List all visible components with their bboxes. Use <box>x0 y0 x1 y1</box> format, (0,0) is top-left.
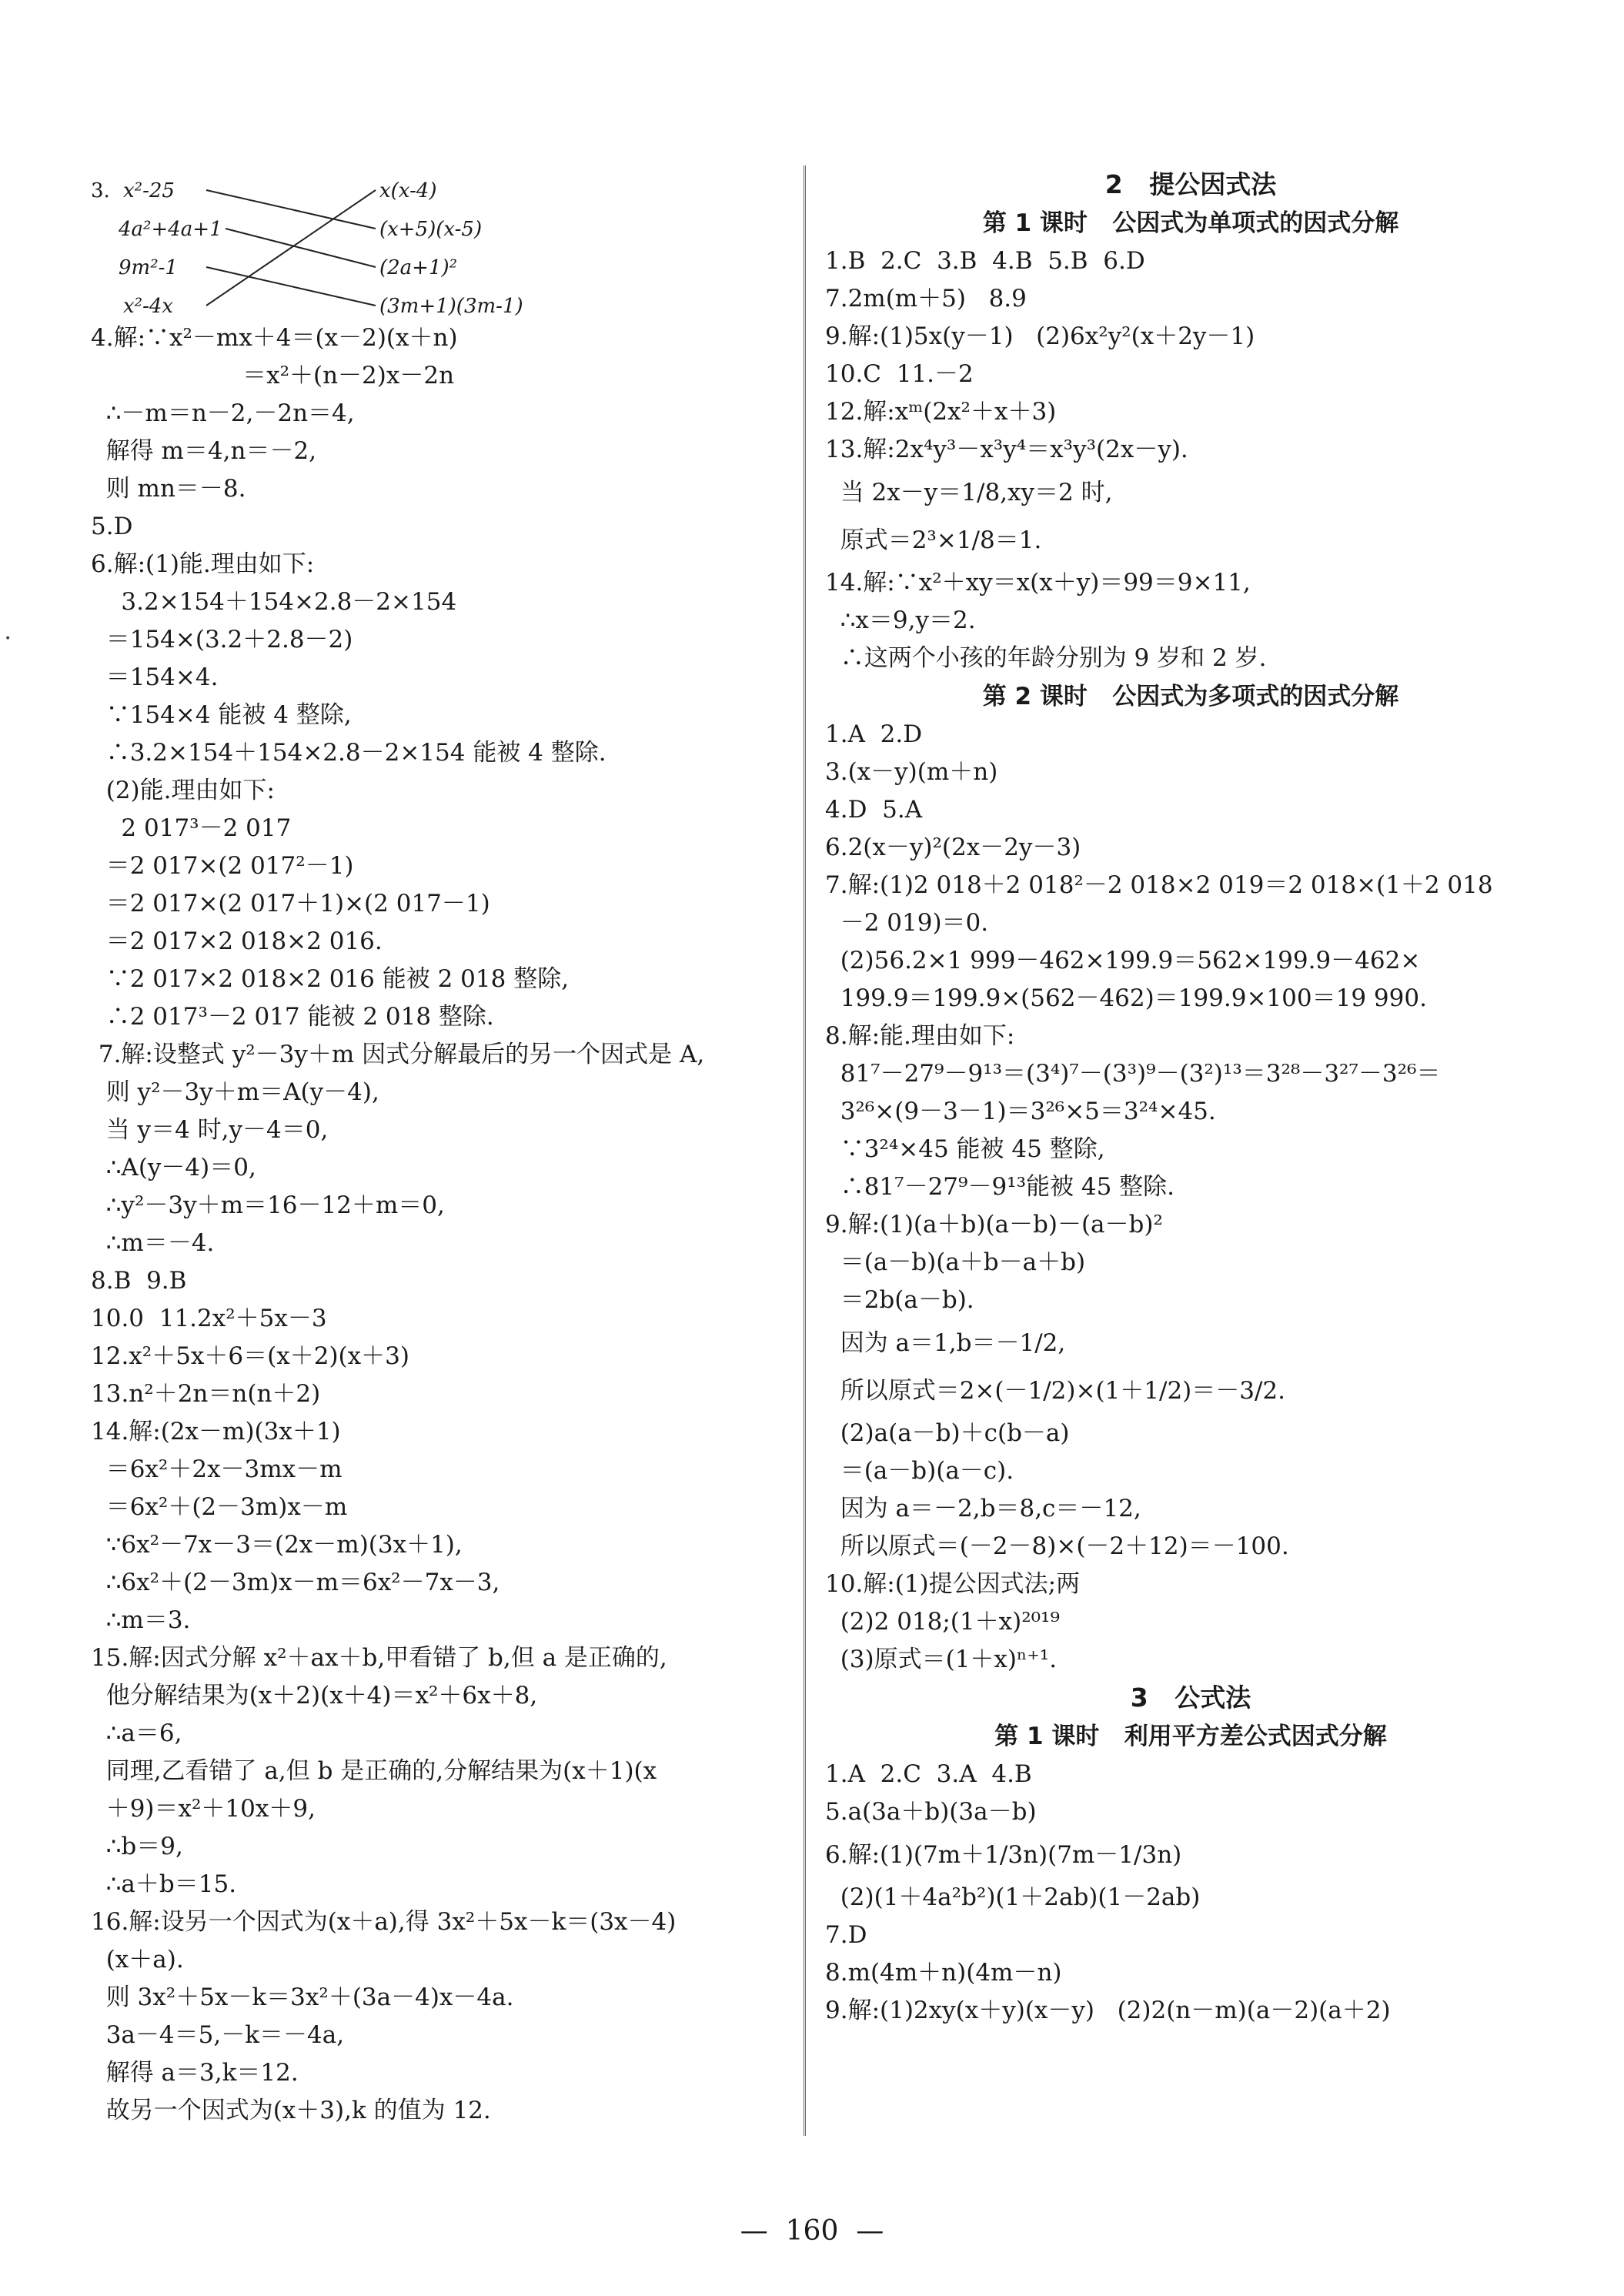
lesson-2-1-answers <box>825 242 1556 677</box>
answer-line: 他分解结果为(x＋2)(x＋4)＝x²＋6x＋8, <box>91 1682 538 1709</box>
q3-left-item: x²-25 <box>123 179 175 202</box>
answer-line: ∵6x²－7x－3＝(2x－m)(3x＋1), <box>91 1531 463 1559</box>
answer-line: 9.解:(1)5x(y－1) (2)6x²y²(x＋2y－1) <box>825 323 1255 350</box>
answer-line: 12.x²＋5x＋6＝(x＋2)(x＋3) <box>91 1342 409 1370</box>
answer-line: 16.解:设另一个因式为(x＋a),得 3x²＋5x－k＝(3x－4) <box>91 1908 677 1936</box>
q3-matching-exercise <box>91 165 568 319</box>
answer-line: 7.解:设整式 y²－3y＋m 因式分解最后的另一个因式是 A, <box>91 1041 705 1068</box>
answer-line: ∴m＝－4. <box>91 1229 215 1257</box>
answer-line: 13.n²＋2n＝n(n＋2) <box>91 1380 321 1408</box>
answer-line: 所以原式＝2×(－1/2)×(1＋1/2)＝－3/2. <box>825 1377 1286 1405</box>
lesson-title: 第 2 课时 公因式为多项式的因式分解 <box>982 683 1399 710</box>
lesson-2-2-answers <box>825 716 1556 1679</box>
answer-line: 1.A 2.D <box>825 720 923 748</box>
lesson-title: 第 1 课时 公因式为单项式的因式分解 <box>982 209 1399 237</box>
answer-line: (2)56.2×1 999－462×199.9＝562×199.9－462× <box>825 947 1421 974</box>
answer-line: ∴a＋b＝15. <box>91 1870 237 1898</box>
answer-line: 故另一个因式为(x＋3),k 的值为 12. <box>91 2097 491 2124</box>
q3-right-item: (2a+1)² <box>379 256 458 279</box>
answer-line: 14.解:∵x²＋xy＝x(x＋y)＝99＝9×11, <box>825 569 1251 597</box>
answer-line: 8.B 9.B <box>91 1267 187 1295</box>
answer-line: ∴6x²＋(2－3m)x－m＝6x²－7x－3, <box>91 1569 500 1596</box>
answer-line: 因为 a＝1,b＝－1/2, <box>825 1329 1066 1357</box>
answer-line: ＝2 017×(2 017²－1) <box>91 852 354 880</box>
answer-line: 原式＝2³×1/8＝1. <box>825 526 1042 554</box>
q3-matching-lines <box>91 165 568 319</box>
q3-right-item: (3m+1)(3m-1) <box>379 295 523 318</box>
answer-line: ＝2 017×2 018×2 016. <box>91 927 383 955</box>
answer-line: ∴这两个小孩的年龄分别为 9 岁和 2 岁. <box>825 644 1267 672</box>
q3-label: 3. <box>91 179 110 202</box>
answer-line: 当 2x－y＝1/8,xy＝2 时, <box>825 479 1113 506</box>
q3-left-item: 4a²+4a+1 <box>119 218 222 241</box>
answer-line: 解得 a＝3,k＝12. <box>91 2059 299 2087</box>
answer-line: 199.9＝199.9×(562－462)＝199.9×100＝19 990. <box>825 984 1427 1012</box>
answer-line: 同理,乙看错了 a,但 b 是正确的,分解结果为(x＋1)(x <box>91 1757 657 1785</box>
answer-line: 3.2×154＋154×2.8－2×154 <box>91 588 457 616</box>
answer-line: ＝2 017×(2 017＋1)×(2 017－1) <box>91 890 490 917</box>
section-title: 3 公式法 <box>1130 1683 1251 1713</box>
answer-line: ＝2b(a－b). <box>825 1286 974 1314</box>
answer-line: ∵154×4 能被 4 整除, <box>91 701 352 729</box>
answer-line: ＋9)＝x²＋10x＋9, <box>91 1795 316 1823</box>
answer-line: ＝154×4. <box>91 663 219 691</box>
answer-line: －2 019)＝0. <box>825 909 989 937</box>
q3-left-item: 9m²-1 <box>119 256 178 279</box>
answer-line: ∴A(y－4)＝0, <box>91 1154 256 1181</box>
answer-line: 则 3x²＋5x－k＝3x²＋(3a－4)x－4a. <box>91 1984 514 2011</box>
answer-line: 10.0 11.2x²＋5x－3 <box>91 1305 327 1332</box>
answer-line: 6.解:(1)能.理由如下: <box>91 550 315 578</box>
answer-line: (2)能.理由如下: <box>91 777 275 804</box>
answer-line: 8.解:能.理由如下: <box>825 1022 1015 1050</box>
answer-line: ∵2 017×2 018×2 016 能被 2 018 整除, <box>91 965 570 993</box>
answer-line: 则 mn＝－8. <box>91 475 246 503</box>
answer-line: 则 y²－3y＋m＝A(y－4), <box>91 1078 379 1106</box>
answer-line: 当 y＝4 时,y－4＝0, <box>91 1116 329 1144</box>
column-divider <box>804 165 806 2136</box>
answer-line: 13.解:2x⁴y³－x³y⁴＝x³y³(2x－y). <box>825 436 1188 463</box>
answer-line: ＝(a－b)(a－c). <box>825 1457 1014 1485</box>
answer-line: ＝(a－b)(a＋b－a＋b) <box>825 1248 1086 1276</box>
answer-line: 12.解:xᵐ(2x²＋x＋3) <box>825 398 1057 426</box>
answer-line: 7.2m(m＋5) 8.9 <box>825 285 1027 312</box>
answer-line: 3.(x－y)(m＋n) <box>825 758 998 786</box>
answer-line: 7.D <box>825 1921 867 1949</box>
answer-line: 4.D 5.A <box>825 796 923 824</box>
answer-line: 14.解:(2x－m)(3x＋1) <box>91 1418 341 1445</box>
page-number: — 160 — <box>740 2215 884 2247</box>
answer-line: ∴x＝9,y＝2. <box>825 607 976 634</box>
answer-line: 1.B 2.C 3.B 4.B 5.B 6.D <box>825 247 1145 275</box>
answer-line: 2 017³－2 017 <box>91 814 292 842</box>
answer-line: 9.解:(1)2xy(x＋y)(x－y) (2)2(n－m)(a－2)(a＋2) <box>825 1997 1391 2024</box>
scan-mark: • <box>5 633 12 645</box>
answer-line: ∴－m＝n－2,－2n＝4, <box>91 399 355 427</box>
answer-line: 10.C 11.－2 <box>825 360 974 388</box>
answer-line: 8.m(4m＋n)(4m－n) <box>825 1959 1062 1987</box>
q3-left-item: x²-4x <box>123 295 174 318</box>
right-column <box>825 165 1556 2030</box>
answer-line: 6.2(x－y)²(2x－2y－3) <box>825 834 1081 861</box>
answer-line: 9.解:(1)(a＋b)(a－b)－(a－b)² <box>825 1211 1163 1238</box>
answer-line: 6.解:(1)(7m＋1/3n)(7m－1/3n) <box>825 1841 1182 1869</box>
answer-line: ＝x²＋(n－2)x－2n <box>91 362 455 389</box>
answer-line: ∴b＝9, <box>91 1833 183 1860</box>
answer-line: 81⁷－27⁹－9¹³＝(3⁴)⁷－(3³)⁹－(3²)¹³＝3²⁸－3²⁷－3²⁶＝ <box>825 1060 1441 1088</box>
answer-line: 7.解:(1)2 018＋2 018²－2 018×2 019＝2 018×(1＋2 018 <box>825 871 1493 899</box>
section-title: 2 提公因式法 <box>1104 169 1277 199</box>
answer-line: ＝6x²＋2x－3mx－m <box>91 1455 343 1483</box>
answer-line: (2)a(a－b)＋c(b－a) <box>825 1419 1070 1447</box>
answer-line: 4.解:∵x²－mx＋4＝(x－2)(x＋n) <box>91 324 458 352</box>
answer-line: 5.a(3a＋b)(3a－b) <box>825 1798 1037 1826</box>
answer-line: (2)(1＋4a²b²)(1＋2ab)(1－2ab) <box>825 1883 1201 1911</box>
answer-line: ∴a＝6, <box>91 1719 182 1747</box>
answer-line: 所以原式＝(－2－8)×(－2＋12)＝－100. <box>825 1532 1289 1560</box>
lesson-title: 第 1 课时 利用平方差公式因式分解 <box>994 1723 1387 1750</box>
answer-line: ∵3²⁴×45 能被 45 整除, <box>825 1135 1105 1163</box>
answer-line: ∴81⁷－27⁹－9¹³能被 45 整除. <box>825 1173 1175 1201</box>
answer-line: 15.解:因式分解 x²＋ax＋b,甲看错了 b,但 a 是正确的, <box>91 1644 667 1672</box>
answer-line: ＝154×(3.2＋2.8－2) <box>91 626 353 653</box>
answer-line: (3)原式＝(1＋x)ⁿ⁺¹. <box>825 1646 1058 1673</box>
answer-line: ∴3.2×154＋154×2.8－2×154 能被 4 整除. <box>91 739 606 767</box>
q3-right-item: x(x-4) <box>379 179 437 202</box>
left-column <box>91 165 799 2130</box>
answer-line: 3a－4＝5,－k＝－4a, <box>91 2021 345 2049</box>
answer-line: ∴y²－3y＋m＝16－12＋m＝0, <box>91 1191 445 1219</box>
answer-line: 5.D <box>91 513 133 540</box>
answer-line: 因为 a＝－2,b＝8,c＝－12, <box>825 1495 1141 1522</box>
q3-right-item: (x+5)(x-5) <box>379 218 483 241</box>
answer-line: 解得 m＝4,n＝－2, <box>91 437 317 465</box>
answer-line: (2)2 018;(1＋x)²⁰¹⁹ <box>825 1608 1060 1636</box>
answer-line: (x＋a). <box>91 1946 184 1973</box>
answer-line: ＝6x²＋(2－3m)x－m <box>91 1493 348 1521</box>
answer-line: 3²⁶×(9－3－1)＝3²⁶×5＝3²⁴×45. <box>825 1098 1216 1125</box>
answer-line: 1.A 2.C 3.A 4.B <box>825 1760 1032 1788</box>
lesson-3-1-answers <box>825 1756 1556 2030</box>
answer-line: ∴m＝3. <box>91 1606 191 1634</box>
answer-line: ∴2 017³－2 017 能被 2 018 整除. <box>91 1003 494 1031</box>
answer-line: 10.解:(1)提公因式法;两 <box>825 1570 1081 1598</box>
left-answer-lines <box>91 319 799 2130</box>
